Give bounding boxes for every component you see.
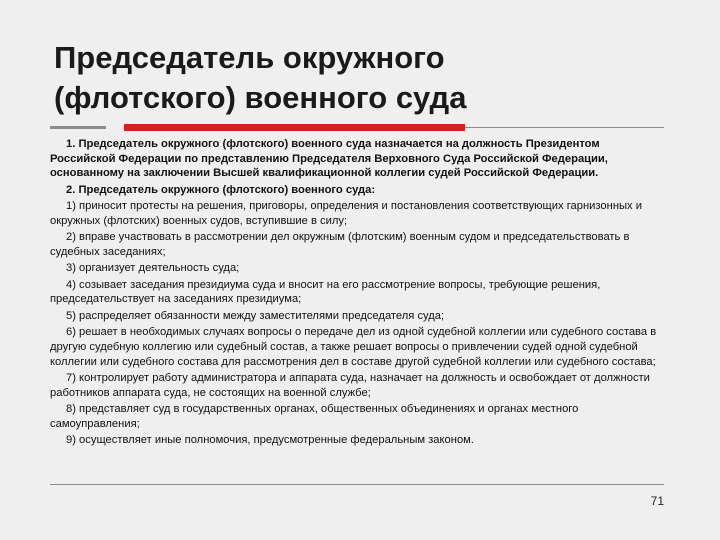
list-item-2: 2) вправе участвовать в рассмотрении дел окружным (флотским) военным судом и председательствовать в судебных заседаниях; (50, 231, 630, 258)
list-item-9: 9) осуществляет иные полномочия, предусмотренные федеральным законом. (66, 434, 474, 447)
list-item-8: 8) представляет суд в государственных органах, общественных объединениях и органах местного самоуправления; (50, 403, 579, 430)
paragraph-appointment: 1. Председатель окружного (флотского) военного суда назначается на должность Президентом Российской Федерации по представлению Председателя Верховного Суда Российской Федерации, основанному на заключении Высшей квалификационной коллегии судей Российской Федерации. (50, 138, 608, 180)
list-item-6: 6) решает в необходимых случаях вопросы о передаче дел из одной судебной коллегии или судебного состава в другую судебную коллегию или судебный состав, а также решает вопросы о привлечении судей одной судебной коллегии или судебного состава для рассмотрения дел в составе другой судебной коллегии или судебного состава; (50, 326, 657, 368)
list-item-3: 3) организует деятельность суда; (66, 262, 240, 275)
paragraph-powers-heading: 2. Председатель окружного (флотского) военного суда: (66, 183, 376, 196)
list-item-4: 4) созывает заседания президиума суда и вносит на его рассмотрение вопросы, требующие решения, председательствует на заседаниях президиума; (50, 278, 601, 306)
slide-title-line-2: (флотского) военного суда (54, 80, 467, 115)
slide-title (54, 38, 674, 118)
list-item-1: 1) приносит протесты на решения, приговоры, определения и постановления соответствующих гарнизонных и окружных (флотских) военных судов, вступившие в силу; (50, 200, 642, 227)
footer-divider (50, 484, 664, 485)
slide-body (50, 137, 660, 450)
list-item-7: 7) контролирует работу администратора и аппарата суда, назначает на должность и освобождает от должности работников аппарата суда, не состоящих на военной службе; (50, 372, 650, 399)
title-underline (50, 124, 664, 131)
title-underline-gray-segment (50, 126, 106, 129)
title-underline-gray-line (465, 127, 664, 128)
title-underline-red-bar (124, 124, 465, 131)
page-number: 71 (650, 494, 664, 508)
slide-title-line-1: Председатель окружного (54, 40, 445, 75)
list-item-5: 5) распределяет обязанности между заместителями председателя суда; (66, 309, 445, 322)
